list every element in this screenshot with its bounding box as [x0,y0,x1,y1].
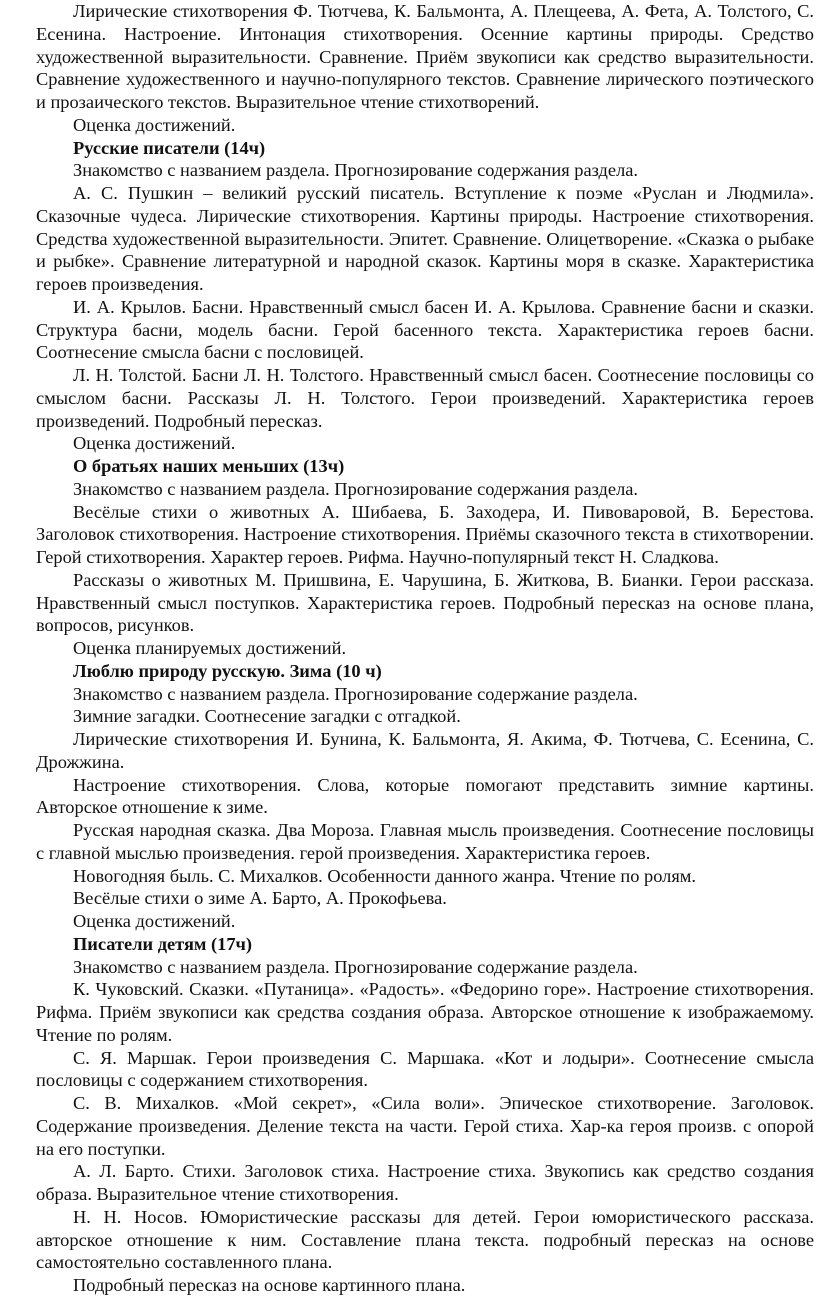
paragraph: Знакомство с названием раздела. Прогнозирование содержания раздела. [73,160,639,181]
paragraph: Лирические стихотворения Ф. Тютчева, К. Бальмонта, А. Плещеева, А. Фета, А. Толстого, С. Есенина. Настроение. Интонация стихотворения. Осенние картины природы. Средство художественной выразительности. Сравнение. Приём звукописи как средство выразительности. Сравнение художественного и научно-популярного текстов. Сравнение лирического поэтического и прозаического текстов. Выразительное чтение стихотворений. [36,1,814,112]
section-heading: Писатели детям (17ч) [73,933,253,954]
paragraph: Лирические стихотворения И. Бунина, К. Бальмонта, Я. Акима, Ф. Тютчева, С. Есенина, С. Дрожжина. [36,729,814,772]
paragraph: Знакомство с названием раздела. Прогнозирование содержания раздела. [73,478,639,499]
paragraph: Оценка достижений. [73,433,236,454]
paragraph: Знакомство с названием раздела. Прогнозирование содержание раздела. [73,683,638,704]
paragraph: Н. Н. Носов. Юмористические рассказы для детей. Герои юмористического рассказа. авторское отношение к ним. Составление плана текста. подробный пересказ на основе самостоятельно составленного плана. [36,1206,814,1273]
paragraph: С. В. Михалков. «Мой секрет», «Сила воли». Эпическое стихотворение. Заголовок. Содержание произведения. Деление текста на части. Герой стиха. Хар-ка героя произв. с опорой на его поступки. [36,1093,814,1159]
paragraph: А. С. Пушкин – великий русский писатель. Вступление к поэме «Руслан и Людмила». Сказочные чудеса. Лирические стихотворения. Картины природы. Настроение стихотворения. Средства художественной выразительности. Эпитет. Сравнение. Олицетворение. «Сказка о рыбаке и рыбке». Сравнение литературной и народной сказок. Картины моря в сказке. Характеристика героев произведения. [36,183,814,294]
section-heading: О братьях наших меньших (13ч) [73,456,345,476]
paragraph: Русская народная сказка. Два Мороза. Главная мысль произведения. Соотнесение пословицы с главной мыслью произведения. герой произведения. Характеристика героев. [36,820,814,863]
paragraph: Л. Н. Толстой. Басни Л. Н. Толстого. Нравственный смысл басен. Соотнесение пословицы со смыслом басни. Рассказы Л. Н. Толстого. Герои произведений. Характеристика героев произведений. Подробный пересказ. [36,365,814,431]
section-heading: Люблю природу русскую. Зима (10 ч) [73,660,382,681]
paragraph: Настроение стихотворения. Слова, которые помогают представить зимние картины. Авторское отношение к зиме. [36,774,814,818]
paragraph: Подробный пересказ на основе картинного плана. [73,1275,466,1295]
paragraph: Оценка планируемых достижений. [73,638,347,658]
paragraph: С. Я. Маршак. Герои произведения С. Маршака. «Кот и лодыри». Соотнесение смысла пословицы с содержанием стихотворения. [36,1047,814,1091]
paragraph: Знакомство с названием раздела. Прогнозирование содержание раздела. [73,956,638,977]
paragraph: К. Чуковский. Сказки. «Путаница». «Радость». «Федорино горе». Настроение стихотворения. Рифма. Приём звукописи как средства создания образа. Авторское отношение к изображаемому. Чтение по ролям. [36,979,814,1045]
paragraph: А. Л. Барто. Стихи. Заголовок стиха. Настроение стиха. Звукопись как средство создания образа. Выразительное чтение стихотворения. [36,1161,814,1204]
paragraph: Новогодняя быль. С. Михалков. Особенности данного жанра. Чтение по ролям. [73,865,697,886]
paragraph: И. А. Крылов. Басни. Нравственный смысл басен И. А. Крылова. Сравнение басни и сказки. Структура басни, модель басни. Герой басенного текста. Характеристика героев басни. Соотнесение смысла басни с пословицей. [36,296,814,363]
section-heading: Русские писатели (14ч) [73,137,266,158]
paragraph: Зимние загадки. Соотнесение загадки с отгадкой. [73,706,461,727]
paragraph: Оценка достижений. [73,911,236,931]
paragraph: Оценка достижений. [73,114,236,135]
paragraph: Рассказы о животных М. Пришвина, Е. Чарушина, Б. Житкова, В. Бианки. Герои рассказа. Нравственный смысл поступков. Характеристика героев. Подробный пересказ на основе плана, вопросов, рисунков. [36,569,814,636]
paragraph: Весёлые стихи о зиме А. Барто, А. Прокофьева. [73,888,447,909]
paragraph: Весёлые стихи о животных А. Шибаева, Б. Заходера, И. Пивоваровой, В. Берестова. Заголовок стихотворения. Настроение стихотворения. Приёмы сказочного текста в стихотворении. Герой стихотворения. Характер героев. Рифма. Научно-популярный текст Н. Сладкова. [36,501,814,567]
